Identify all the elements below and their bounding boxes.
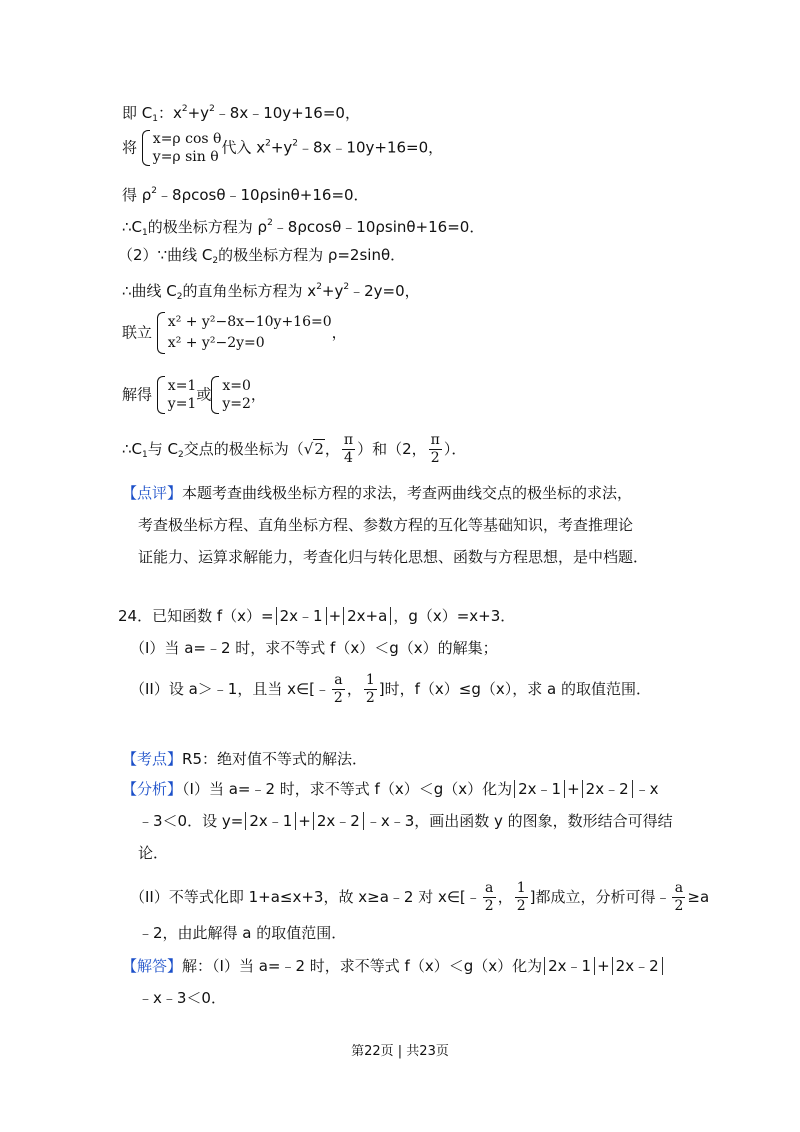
- text: 的极坐标方程为 ρ: [147, 218, 268, 236]
- superscript: 2: [343, 282, 350, 292]
- radicand: 2: [314, 440, 324, 458]
- text: （I）当 a=﹣2 时，求不等式 f（x）＜g（x）的解集；: [130, 639, 498, 657]
- numerator: 1: [365, 672, 375, 688]
- eq-line-c2-polar: [118, 244, 405, 272]
- superscript: 2: [151, 186, 158, 196]
- system-row: y=1: [167, 396, 197, 412]
- abs-value: 2x﹣2: [582, 780, 633, 798]
- text: 论．: [138, 844, 169, 862]
- text: 将: [122, 138, 138, 157]
- solution-system: [157, 376, 197, 414]
- abs-value: 2x﹣1: [276, 607, 327, 625]
- text: ﹣3＜0．设 y=: [138, 812, 244, 830]
- fenxi-tag: 【分析】: [122, 780, 183, 798]
- denominator: 2: [674, 898, 684, 914]
- comment-tag: 【点评】: [122, 484, 183, 502]
- text: ∴C: [122, 440, 143, 458]
- fraction: [672, 880, 685, 915]
- brace: [157, 376, 165, 414]
- text: ﹣x﹣3，画出函数 y 的图象，数形结合可得结: [365, 812, 673, 830]
- text: +y: [270, 138, 293, 157]
- text: 24．已知函数 f（x）=: [118, 607, 274, 625]
- text: +: [567, 780, 580, 798]
- system-row: x=ρ cos θ: [152, 131, 222, 147]
- text: +y: [187, 104, 210, 122]
- sqrt: √2: [303, 440, 324, 458]
- text: 交点的极坐标为（: [183, 440, 304, 458]
- text: ，: [346, 680, 362, 698]
- fraction: [364, 672, 377, 707]
- fraction: [483, 880, 496, 915]
- abs-value: 2x﹣1: [514, 780, 565, 798]
- eq-line-c2-cartesian: [122, 276, 420, 308]
- text: 与 C: [147, 440, 179, 458]
- superscript: 2: [181, 104, 188, 114]
- superscript: 2: [209, 104, 215, 114]
- text: 的直角坐标方程为 x: [182, 282, 317, 300]
- text: （II）设 a＞﹣1，且当 x∈[﹣: [130, 680, 330, 698]
- superscript: 2: [267, 218, 273, 228]
- fraction: [515, 880, 528, 915]
- text: ﹣8ρcosθ﹣10ρsinθ+16=0．: [272, 218, 485, 236]
- fraction: [332, 672, 345, 707]
- fenxi-line-1: [122, 778, 659, 800]
- denominator: 2: [333, 690, 343, 706]
- system-row: y=ρ sin θ: [152, 149, 219, 165]
- abs-value: 2x﹣1: [544, 957, 595, 975]
- fenxi-line-4: [130, 880, 709, 915]
- abs-value: 2x+a: [343, 607, 391, 625]
- subscript: 1: [142, 228, 148, 238]
- text: 解得: [122, 385, 153, 404]
- comment-line-3: [138, 546, 648, 568]
- abs-value: 2x﹣2: [612, 957, 663, 975]
- eq-line-c1: [122, 98, 360, 130]
- fraction: [342, 432, 355, 467]
- numerator: a: [672, 880, 685, 898]
- page-footer: 第22页 | 共23页: [351, 1044, 449, 1059]
- brace: [157, 312, 165, 354]
- text: ，: [324, 440, 340, 458]
- equation-system: [157, 312, 332, 354]
- text: ，: [250, 385, 266, 404]
- problem-part-1: [130, 637, 498, 659]
- fenxi-line-5: [138, 922, 346, 944]
- text: 考查极坐标方程、直角坐标方程、参数方程的互化等基础知识，考查推理论: [138, 516, 634, 534]
- text: 解：（I）当 a=﹣2 时，求不等式 f（x）＜g（x）化为: [182, 957, 543, 975]
- solution-system: [211, 376, 251, 414]
- system-row: x² + y²−2y=0: [167, 335, 265, 351]
- text: +: [597, 957, 610, 975]
- eq-line-c1-polar: [122, 212, 484, 244]
- equation-system: [142, 130, 222, 166]
- brace: [211, 376, 219, 414]
- subscript: 2: [212, 256, 219, 266]
- system-row: x² + y²−8x−10y+16=0: [167, 314, 332, 330]
- text: ﹣x﹣3＜0．: [138, 989, 226, 1007]
- superscript: 2: [292, 138, 299, 149]
- text: ）和（2，: [357, 440, 427, 458]
- brace: [142, 130, 150, 166]
- eq-line-solutions: [122, 376, 266, 414]
- text: +: [298, 812, 311, 830]
- comment-line-2: [138, 514, 633, 536]
- text: ﹣8x﹣10y+16=0，: [298, 138, 444, 157]
- text: ]都成立，分析可得﹣: [529, 888, 671, 906]
- fenxi-line-3: [138, 842, 168, 864]
- text: ∴C: [122, 218, 143, 236]
- text: +y: [321, 282, 344, 300]
- subscript: 2: [176, 292, 183, 302]
- kaodian-tag: 【考点】: [122, 750, 183, 768]
- text: （2）∵曲线 C: [118, 246, 213, 264]
- text: 证能力、运算求解能力，考查化归与转化思想、函数与方程思想，是中档题．: [138, 548, 649, 566]
- denominator: 2: [365, 690, 375, 706]
- text: ：x: [157, 104, 182, 122]
- subscript: 2: [178, 450, 184, 460]
- text: ）．: [443, 440, 467, 458]
- text: 的极坐标方程为 ρ=2sinθ．: [218, 246, 406, 264]
- superscript: 2: [265, 138, 271, 149]
- text: 本题考查曲线极坐标方程的求法，考查两曲线交点的极坐标的求法，: [182, 484, 633, 502]
- eq-line-intersection: [122, 432, 466, 467]
- text: ﹣8ρcosθ﹣10ρsinθ+16=0．: [157, 186, 369, 204]
- system-row: y=2: [222, 396, 251, 412]
- text: 得 ρ: [122, 186, 152, 204]
- text: ∴曲线 C: [122, 282, 177, 300]
- text: ≥a: [687, 888, 710, 906]
- problem-part-2: [130, 672, 651, 707]
- jieda-tag: 【解答】: [122, 957, 183, 975]
- text: +: [328, 607, 342, 625]
- denominator: 2: [484, 898, 494, 914]
- subscript: 1: [152, 114, 158, 124]
- text: （I）当 a=﹣2 时，求不等式 f（x）＜g（x）化为: [182, 780, 513, 798]
- problem-statement: [118, 605, 515, 627]
- numerator: 1: [516, 880, 526, 896]
- eq-line-simultaneous: [122, 312, 347, 354]
- eq-line-substitute: [122, 130, 443, 166]
- text: ﹣2，由此解得 a 的取值范围．: [138, 924, 347, 942]
- system-row: x=1: [167, 378, 197, 394]
- superscript: 2: [316, 282, 322, 292]
- text: 代入 x: [221, 138, 266, 157]
- text: 即 C: [122, 104, 153, 122]
- denominator: 4: [344, 450, 353, 466]
- jieda-line-2: [138, 987, 226, 1009]
- subscript: 1: [142, 450, 148, 460]
- eq-line-polar: [122, 180, 369, 206]
- jieda-line-1: [122, 955, 665, 977]
- numerator: π: [430, 432, 440, 448]
- numerator: a: [483, 880, 496, 898]
- text: ，g（x）=x+3．: [393, 607, 516, 625]
- text: ，: [331, 323, 347, 342]
- denominator: 2: [430, 450, 440, 466]
- numerator: π: [343, 432, 354, 448]
- text: R5：绝对值不等式的解法．: [182, 750, 367, 768]
- text: 联立: [122, 323, 153, 342]
- system-row: x=0: [222, 378, 251, 394]
- fraction: [429, 432, 442, 467]
- abs-value: 2x﹣2: [313, 812, 364, 830]
- fenxi-line-2: [138, 810, 673, 832]
- text: ﹣8x﹣10y+16=0，: [214, 104, 360, 122]
- text: 或: [196, 385, 212, 404]
- text: ﹣2y=0，: [349, 282, 420, 300]
- kaodian-line: [122, 748, 367, 770]
- abs-value: 2x﹣1: [245, 812, 296, 830]
- denominator: 2: [516, 898, 526, 914]
- numerator: a: [332, 672, 345, 690]
- text: ，: [497, 888, 513, 906]
- text: ]时，f（x）≤g（x），求 a 的取值范围．: [378, 680, 651, 698]
- text: ﹣x: [634, 780, 659, 798]
- comment-line-1: [122, 482, 632, 504]
- text: （II）不等式化即 1+a≤x+3，故 x≥a﹣2 对 x∈[﹣: [130, 888, 481, 906]
